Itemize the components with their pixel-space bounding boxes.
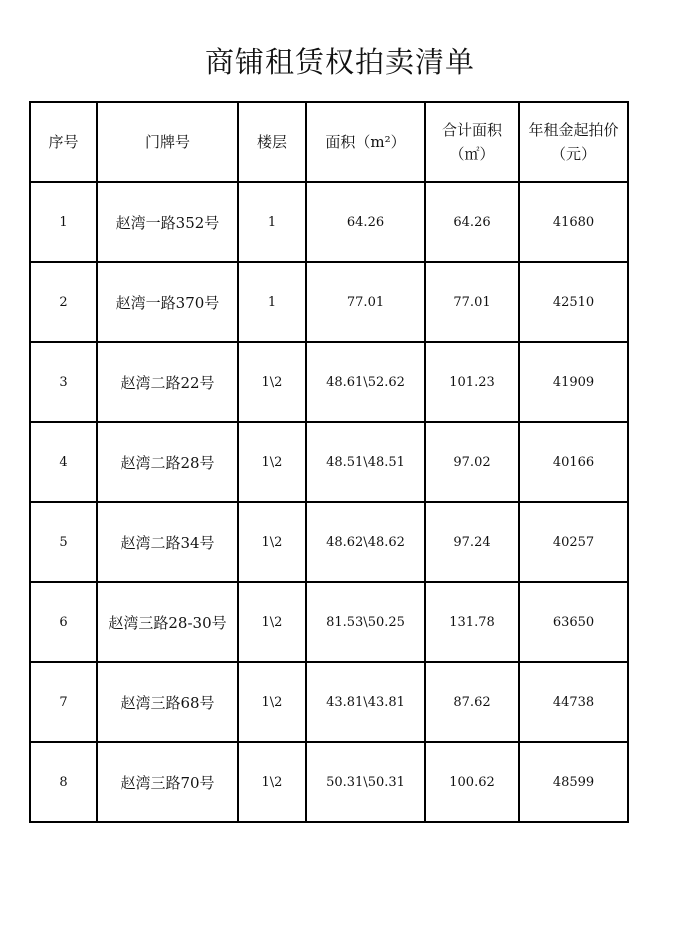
cell-annual-rent: 40166: [519, 422, 628, 502]
cell-annual-rent: 63650: [519, 582, 628, 662]
header-total-area-line1: 合计面积: [441, 121, 502, 139]
header-annual-rent: [519, 102, 628, 182]
header-area: 面积（m²）: [306, 102, 425, 182]
cell-seq: 8: [30, 742, 97, 822]
cell-total-area: 64.26: [425, 182, 519, 262]
table-row: [30, 742, 628, 822]
cell-seq: 5: [30, 502, 97, 582]
table-row: [30, 502, 628, 582]
cell-area: 48.62\48.62: [306, 502, 425, 582]
cell-floor: 1: [238, 262, 306, 342]
cell-floor: 1\2: [238, 422, 306, 502]
cell-door-number: 赵湾二路34号: [97, 502, 238, 582]
header-annual-rent-line1: 年租金起拍价: [528, 121, 619, 139]
auction-table: [29, 101, 629, 823]
header-annual-rent-line2: （元）: [550, 145, 596, 163]
cell-door-number: 赵湾二路28号: [97, 422, 238, 502]
cell-annual-rent: 42510: [519, 262, 628, 342]
cell-floor: 1: [238, 182, 306, 262]
cell-area: 64.26: [306, 182, 425, 262]
cell-annual-rent: 40257: [519, 502, 628, 582]
cell-floor: 1\2: [238, 742, 306, 822]
cell-door-number: 赵湾一路370号: [97, 262, 238, 342]
cell-door-number: 赵湾三路70号: [97, 742, 238, 822]
header-door-number: 门牌号: [97, 102, 238, 182]
cell-door-number: 赵湾三路28-30号: [97, 582, 238, 662]
cell-total-area: 97.02: [425, 422, 519, 502]
cell-area: 50.31\50.31: [306, 742, 425, 822]
cell-floor: 1\2: [238, 582, 306, 662]
cell-door-number: 赵湾二路22号: [97, 342, 238, 422]
cell-seq: 7: [30, 662, 97, 742]
cell-annual-rent: 44738: [519, 662, 628, 742]
cell-area: 48.61\52.62: [306, 342, 425, 422]
cell-area: 81.53\50.25: [306, 582, 425, 662]
cell-floor: 1\2: [238, 502, 306, 582]
header-seq: 序号: [30, 102, 97, 182]
cell-door-number: 赵湾一路352号: [97, 182, 238, 262]
cell-door-number: 赵湾三路68号: [97, 662, 238, 742]
header-floor: 楼层: [238, 102, 306, 182]
table-row: [30, 582, 628, 662]
cell-annual-rent: 48599: [519, 742, 628, 822]
cell-area: 48.51\48.51: [306, 422, 425, 502]
cell-total-area: 131.78: [425, 582, 519, 662]
cell-total-area: 101.23: [425, 342, 519, 422]
cell-total-area: 100.62: [425, 742, 519, 822]
document-title: 商铺租赁权拍卖清单: [204, 45, 475, 79]
cell-annual-rent: 41680: [519, 182, 628, 262]
cell-total-area: 87.62: [425, 662, 519, 742]
cell-seq: 2: [30, 262, 97, 342]
cell-area: 43.81\43.81: [306, 662, 425, 742]
header-total-area: [425, 102, 519, 182]
cell-area: 77.01: [306, 262, 425, 342]
cell-floor: 1\2: [238, 662, 306, 742]
table-row: [30, 182, 628, 262]
table-row: [30, 262, 628, 342]
table-header-row: [30, 102, 628, 182]
cell-floor: 1\2: [238, 342, 306, 422]
cell-total-area: 77.01: [425, 262, 519, 342]
cell-total-area: 97.24: [425, 502, 519, 582]
cell-seq: 1: [30, 182, 97, 262]
cell-seq: 4: [30, 422, 97, 502]
table-row: [30, 662, 628, 742]
table-row: [30, 422, 628, 502]
cell-seq: 3: [30, 342, 97, 422]
cell-annual-rent: 41909: [519, 342, 628, 422]
header-total-area-line2: （㎡）: [449, 145, 495, 163]
cell-seq: 6: [30, 582, 97, 662]
table-row: [30, 342, 628, 422]
